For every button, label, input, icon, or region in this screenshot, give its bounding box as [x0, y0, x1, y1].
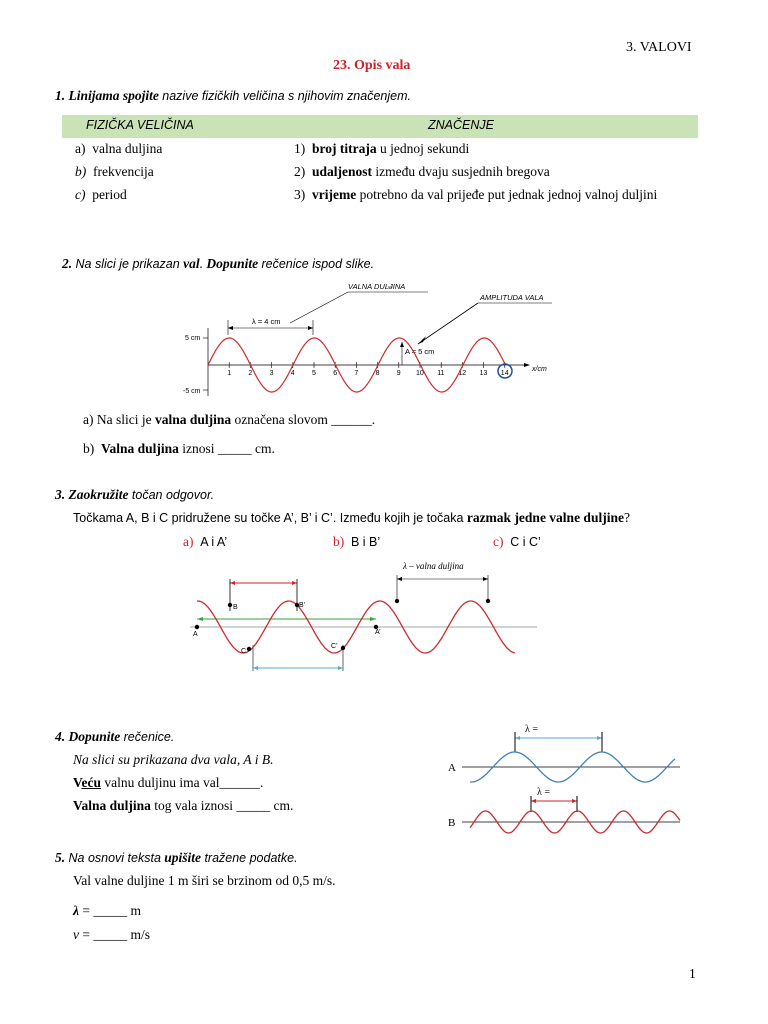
x-tick-group [227, 362, 508, 377]
q3-option-text: A i A’ [200, 535, 228, 549]
q4-wave-figure [440, 714, 690, 839]
q1-right-bold: broj titraja [312, 141, 377, 156]
q5-bold: upišite [164, 850, 202, 865]
q1-col-left: FIZIČKA VELIČINA [86, 118, 194, 132]
q3-question-pre: Točkama A, B i C pridružene su točke A’, B’ i C’. Između kojih je točaka [73, 511, 464, 525]
x-tick-label: 10 [416, 370, 424, 377]
wave-b-label: B [448, 817, 456, 829]
q2-a-post: označena slovom ______. [234, 412, 376, 427]
point-c-label: C [241, 648, 247, 655]
q2-bold-dopunite: Dopunite [206, 256, 259, 271]
q1-left-letter: b) [75, 164, 87, 179]
x-tick-label: 9 [396, 370, 401, 377]
q1-right-bold: vrijeme [312, 187, 357, 202]
amplitude-value: A = 5 cm [405, 347, 435, 356]
q1-left-item-a [75, 141, 162, 157]
q1-left-text: valna duljina [92, 141, 163, 156]
q1-left-letter: a) [75, 141, 86, 156]
q4-prompt [55, 729, 174, 745]
point-b2-label: B’ [299, 602, 306, 609]
q3-option-letter: c) [493, 534, 504, 549]
q3-bold: Zaokružite [68, 487, 129, 502]
q2-part-b [83, 441, 275, 457]
q2-wave-figure [160, 278, 560, 400]
q3-option-c[interactable] [493, 534, 541, 550]
q1-lead-rest: nazive fizičkih veličina s njihovim značenjem. [162, 89, 411, 103]
q1-left-item-b [75, 164, 154, 180]
wave-a-label: A [448, 762, 456, 774]
q1-right-item-2 [294, 164, 550, 180]
q3-prompt [55, 487, 214, 503]
q4-lambda-b-label: λ = [537, 787, 550, 798]
page-number: 1 [689, 966, 696, 981]
amplitude-callout: AMPLITUDA VALA [480, 293, 544, 302]
q5-prompt [55, 850, 298, 866]
x-tick-label: 13 [479, 370, 488, 377]
q4-line2-rest: valnu duljinu ima val______. [104, 775, 264, 790]
q5-lambda-line [73, 903, 141, 919]
q4-line3 [73, 798, 293, 814]
q4-rest: rečenice. [123, 730, 175, 744]
q1-right-num: 3) [294, 187, 306, 202]
y-label-bottom: -5 cm [183, 388, 201, 395]
q1-right-rest: između dvaju susjednih bregova [375, 164, 550, 179]
q1-col-right: ZNAČENJE [428, 118, 494, 132]
q2-pre: Na slici je prikazan [75, 257, 180, 271]
q1-number: 1. [55, 88, 66, 103]
q3-lambda-label: λ – valna duljina [403, 561, 464, 571]
point-b-label: B [233, 604, 238, 611]
q4-lambda-a-label: λ = [525, 724, 538, 735]
x-tick-label: 1 [227, 370, 232, 377]
point-a2-label: A’ [375, 629, 381, 636]
q4-line1: Na slici su prikazana dva vala, A i B. [73, 752, 274, 767]
q1-right-num: 2) [294, 164, 306, 179]
v-symbol: v [73, 927, 79, 942]
q5-pre: Na osnovi teksta [68, 851, 161, 865]
q3-option-a[interactable] [183, 534, 227, 550]
q5-lambda-rest: = _____ m [79, 903, 141, 918]
q3-option-letter: a) [183, 534, 194, 549]
q2-prompt: 2. Na slici je prikazan val. Dopunite rečenice ispod slike. [62, 256, 375, 271]
q3-option-text: B i B’ [351, 535, 381, 549]
q4-number: 4. [55, 729, 66, 744]
q2-b-post: iznosi _____ cm. [182, 441, 275, 456]
x-tick-label: 14 [500, 370, 509, 377]
q2-bold-val: val [183, 256, 200, 271]
x-tick-label: 2 [248, 370, 253, 377]
q3-question-post: ? [623, 510, 630, 525]
q1-left-text: period [92, 187, 127, 202]
q2-b-bold: Valna duljina [101, 441, 179, 456]
q1-right-num: 1) [294, 141, 306, 156]
x-tick-label: 11 [437, 370, 445, 377]
q3-question-bold: razmak jedne valne duljine [466, 510, 624, 525]
x-unit-label: x/cm [532, 366, 547, 373]
q1-prompt [55, 88, 411, 104]
q2-part-a [83, 412, 375, 428]
chapter-label: 3. VALOVI [626, 40, 692, 55]
q1-left-item-c [75, 187, 127, 203]
q4-line3-bold: Valna duljina [73, 798, 151, 813]
q3-option-text: C i C’ [510, 535, 541, 549]
x-tick-label: 7 [354, 370, 359, 377]
q1-left-letter: c) [75, 187, 86, 202]
q1-left-text: frekvencija [93, 164, 154, 179]
q2-a-bold: valna duljina [154, 412, 232, 427]
q3-rest: točan odgovor. [131, 488, 215, 502]
q3-number: 3. [55, 487, 66, 502]
q5-v-rest: = _____ m/s [79, 927, 150, 942]
x-tick-label: 5 [312, 370, 316, 377]
q3-wave-figure [185, 555, 545, 685]
q1-right-rest: u jednoj sekundi [379, 141, 470, 156]
q5-post: tražene podatke. [204, 851, 298, 865]
q3-option-letter: b) [333, 534, 345, 549]
q2-post: rečenice ispod slike. [261, 257, 375, 271]
q4-line3-rest: tog vala iznosi _____ cm. [154, 798, 294, 813]
point-c2-label: C’ [331, 643, 338, 650]
q3-question [73, 510, 630, 526]
q4-line2-bold1: V [73, 775, 82, 790]
y-label-top: 5 cm [185, 335, 201, 342]
x-tick-label: 3 [269, 370, 274, 377]
lambda-value: λ = 4 cm [252, 317, 281, 326]
x-tick-label: 4 [290, 370, 295, 377]
q5-number: 5. [55, 850, 66, 865]
q4-bold: Dopunite [68, 729, 121, 744]
wavelength-callout: VALNA DULJINA [348, 282, 406, 291]
x-tick-label: 6 [333, 370, 338, 377]
q4-line2 [73, 775, 263, 791]
point-a-label: A [193, 631, 198, 638]
q2-number: 2. [62, 256, 73, 271]
x-tick-label: 8 [375, 370, 380, 377]
q2-a-pre: a) Na slici je [83, 412, 152, 427]
q1-right-item-3 [294, 187, 657, 203]
q1-lead-bold: Linijama spojite [68, 88, 159, 103]
q5-v-line [73, 927, 150, 943]
q1-right-rest: potrebno da val prijeđe put jednak jednoj valnoj duljini [359, 187, 658, 202]
x-tick-label: 12 [458, 370, 467, 377]
q5-line1: Val valne duljine 1 m širi se brzinom od 0,5 m/s. [73, 873, 336, 888]
q1-right-bold: udaljenost [312, 164, 373, 179]
page-title: 23. Opis vala [333, 58, 411, 73]
q1-right-item-1 [294, 141, 469, 157]
q4-line2-bold2: eću [81, 775, 102, 790]
q3-option-b[interactable] [333, 534, 380, 550]
q2-b-pre: b) [83, 441, 95, 456]
lambda-symbol: λ [73, 903, 79, 918]
